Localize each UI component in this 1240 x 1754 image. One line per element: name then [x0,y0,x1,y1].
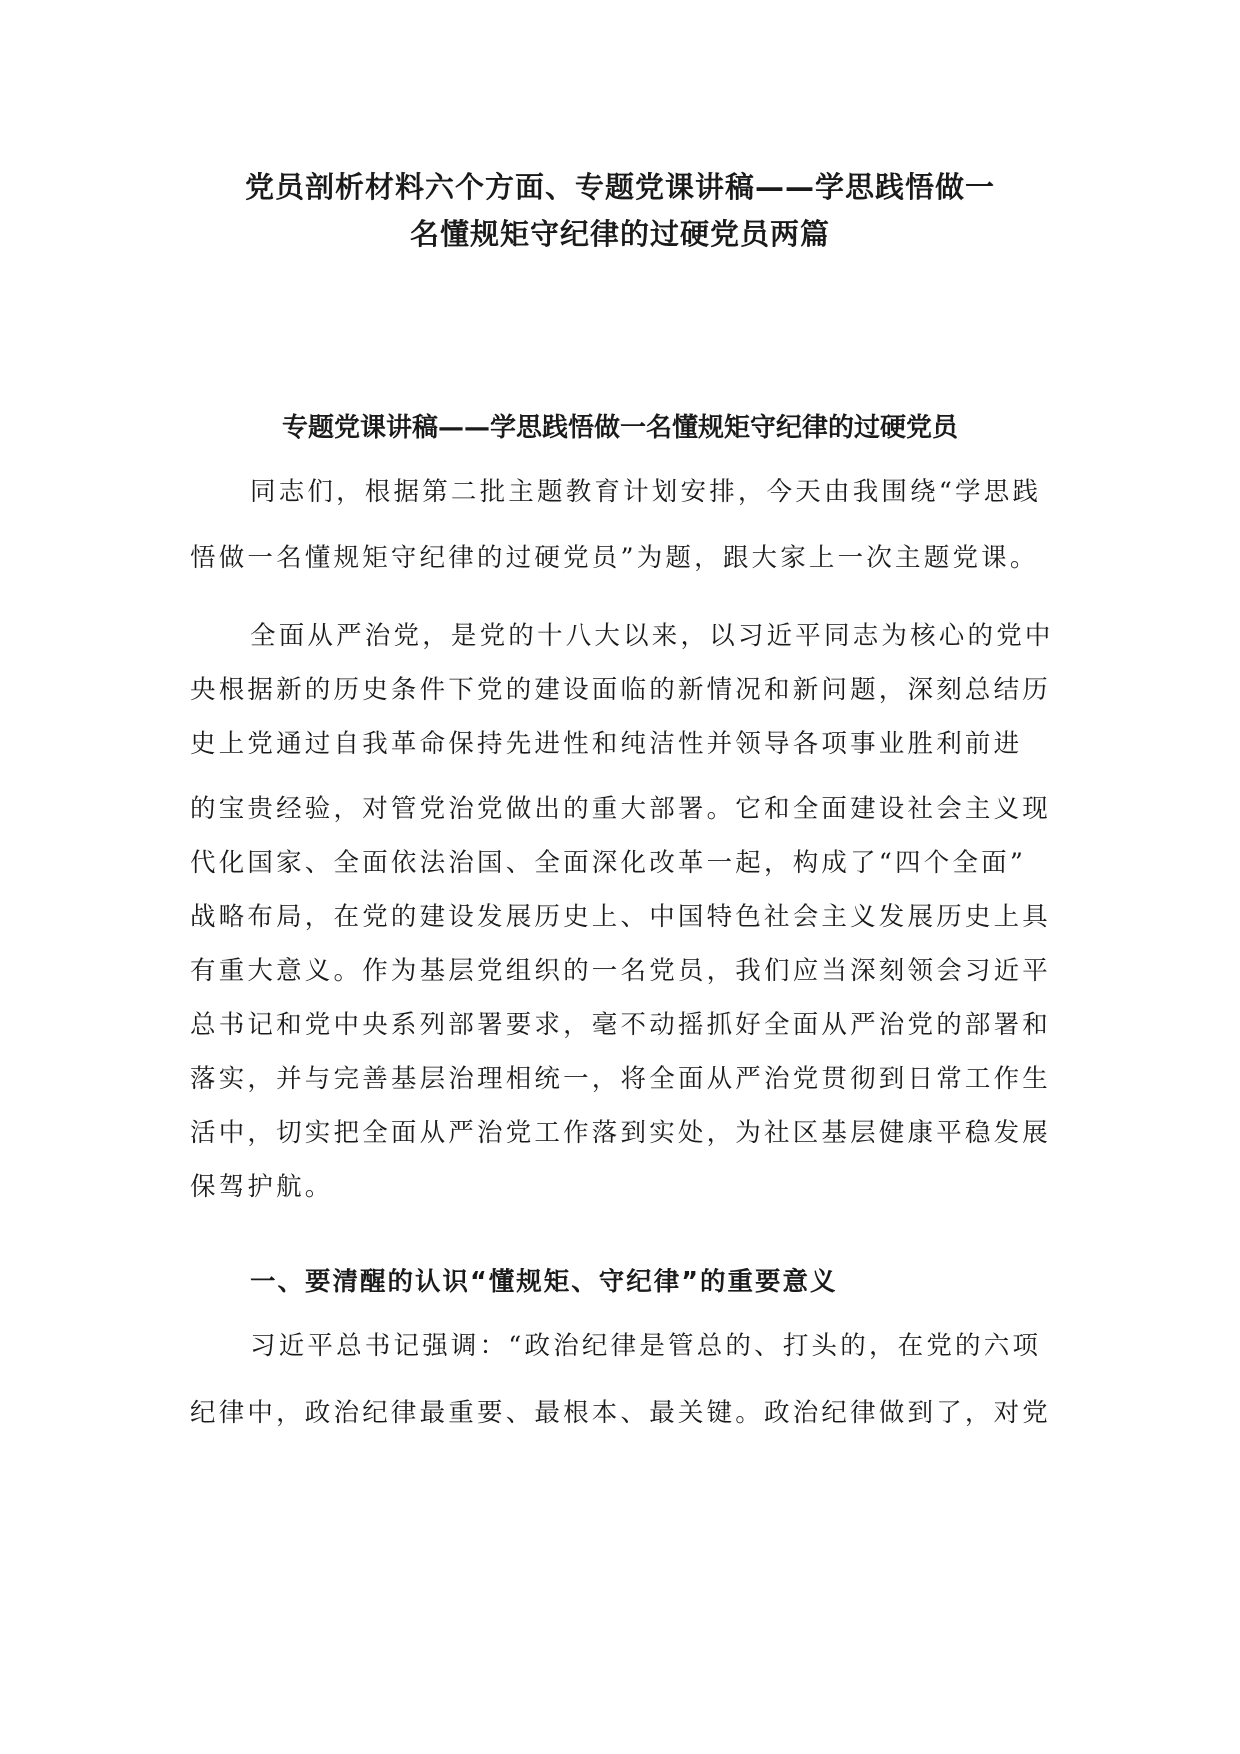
paragraph-line: 活中，切实把全面从严治党工作落到实处，为社区基层健康平稳发展 [190,1118,1052,1148]
paragraph-line: 保驾护航。 [190,1172,334,1202]
paragraph-line: 同志们，根据第二批主题教育计划安排，今天由我围绕“学思践 [250,477,1042,507]
paragraph-line: 有重大意义。作为基层党组织的一名党员，我们应当深刻领会习近平 [190,956,1052,986]
paragraph-line: 悟做一名懂规矩守纪律的过硬党员”为题，跟大家上一次主题党课。 [190,543,1039,573]
document-title-line-2: 名懂规矩守纪律的过硬党员两篇 [409,217,830,251]
paragraph-line: 史上党通过自我革命保持先进性和纯洁性并领导各项事业胜利前进 [190,729,1023,759]
heading-1: 一、要清醒的认识“懂规矩、守纪律”的重要意义 [250,1267,838,1297]
paragraph-line: 习近平总书记强调：“政治纪律是管总的、打头的，在党的六项 [250,1331,1042,1361]
paragraph-line: 战略布局，在党的建设发展历史上、中国特色社会主义发展历史上具 [190,902,1052,932]
section-title: 专题党课讲稿——学思践悟做一名懂规矩守纪律的过硬党员 [281,413,958,443]
paragraph-line: 总书记和党中央系列部署要求，毫不动摇抓好全面从严治党的部署和 [190,1010,1052,1040]
paragraph-line: 代化国家、全面依法治国、全面深化改革一起，构成了“四个全面” [190,848,1027,878]
paragraph-line: 全面从严治党，是党的十八大以来，以习近平同志为核心的党中 [250,621,1054,651]
paragraph-line: 纪律中，政治纪律最重要、最根本、最关键。政治纪律做到了，对党 [190,1398,1052,1428]
paragraph-line: 落实，并与完善基层治理相统一，将全面从严治党贯彻到日常工作生 [190,1064,1052,1094]
paragraph-line: 的宝贵经验，对管党治党做出的重大部署。它和全面建设社会主义现 [190,794,1052,824]
paragraph-line: 央根据新的历史条件下党的建设面临的新情况和新问题，深刻总结历 [190,675,1052,705]
document-title-line-1: 党员剖析材料六个方面、专题党课讲稿——学思践悟做一 [244,170,995,204]
